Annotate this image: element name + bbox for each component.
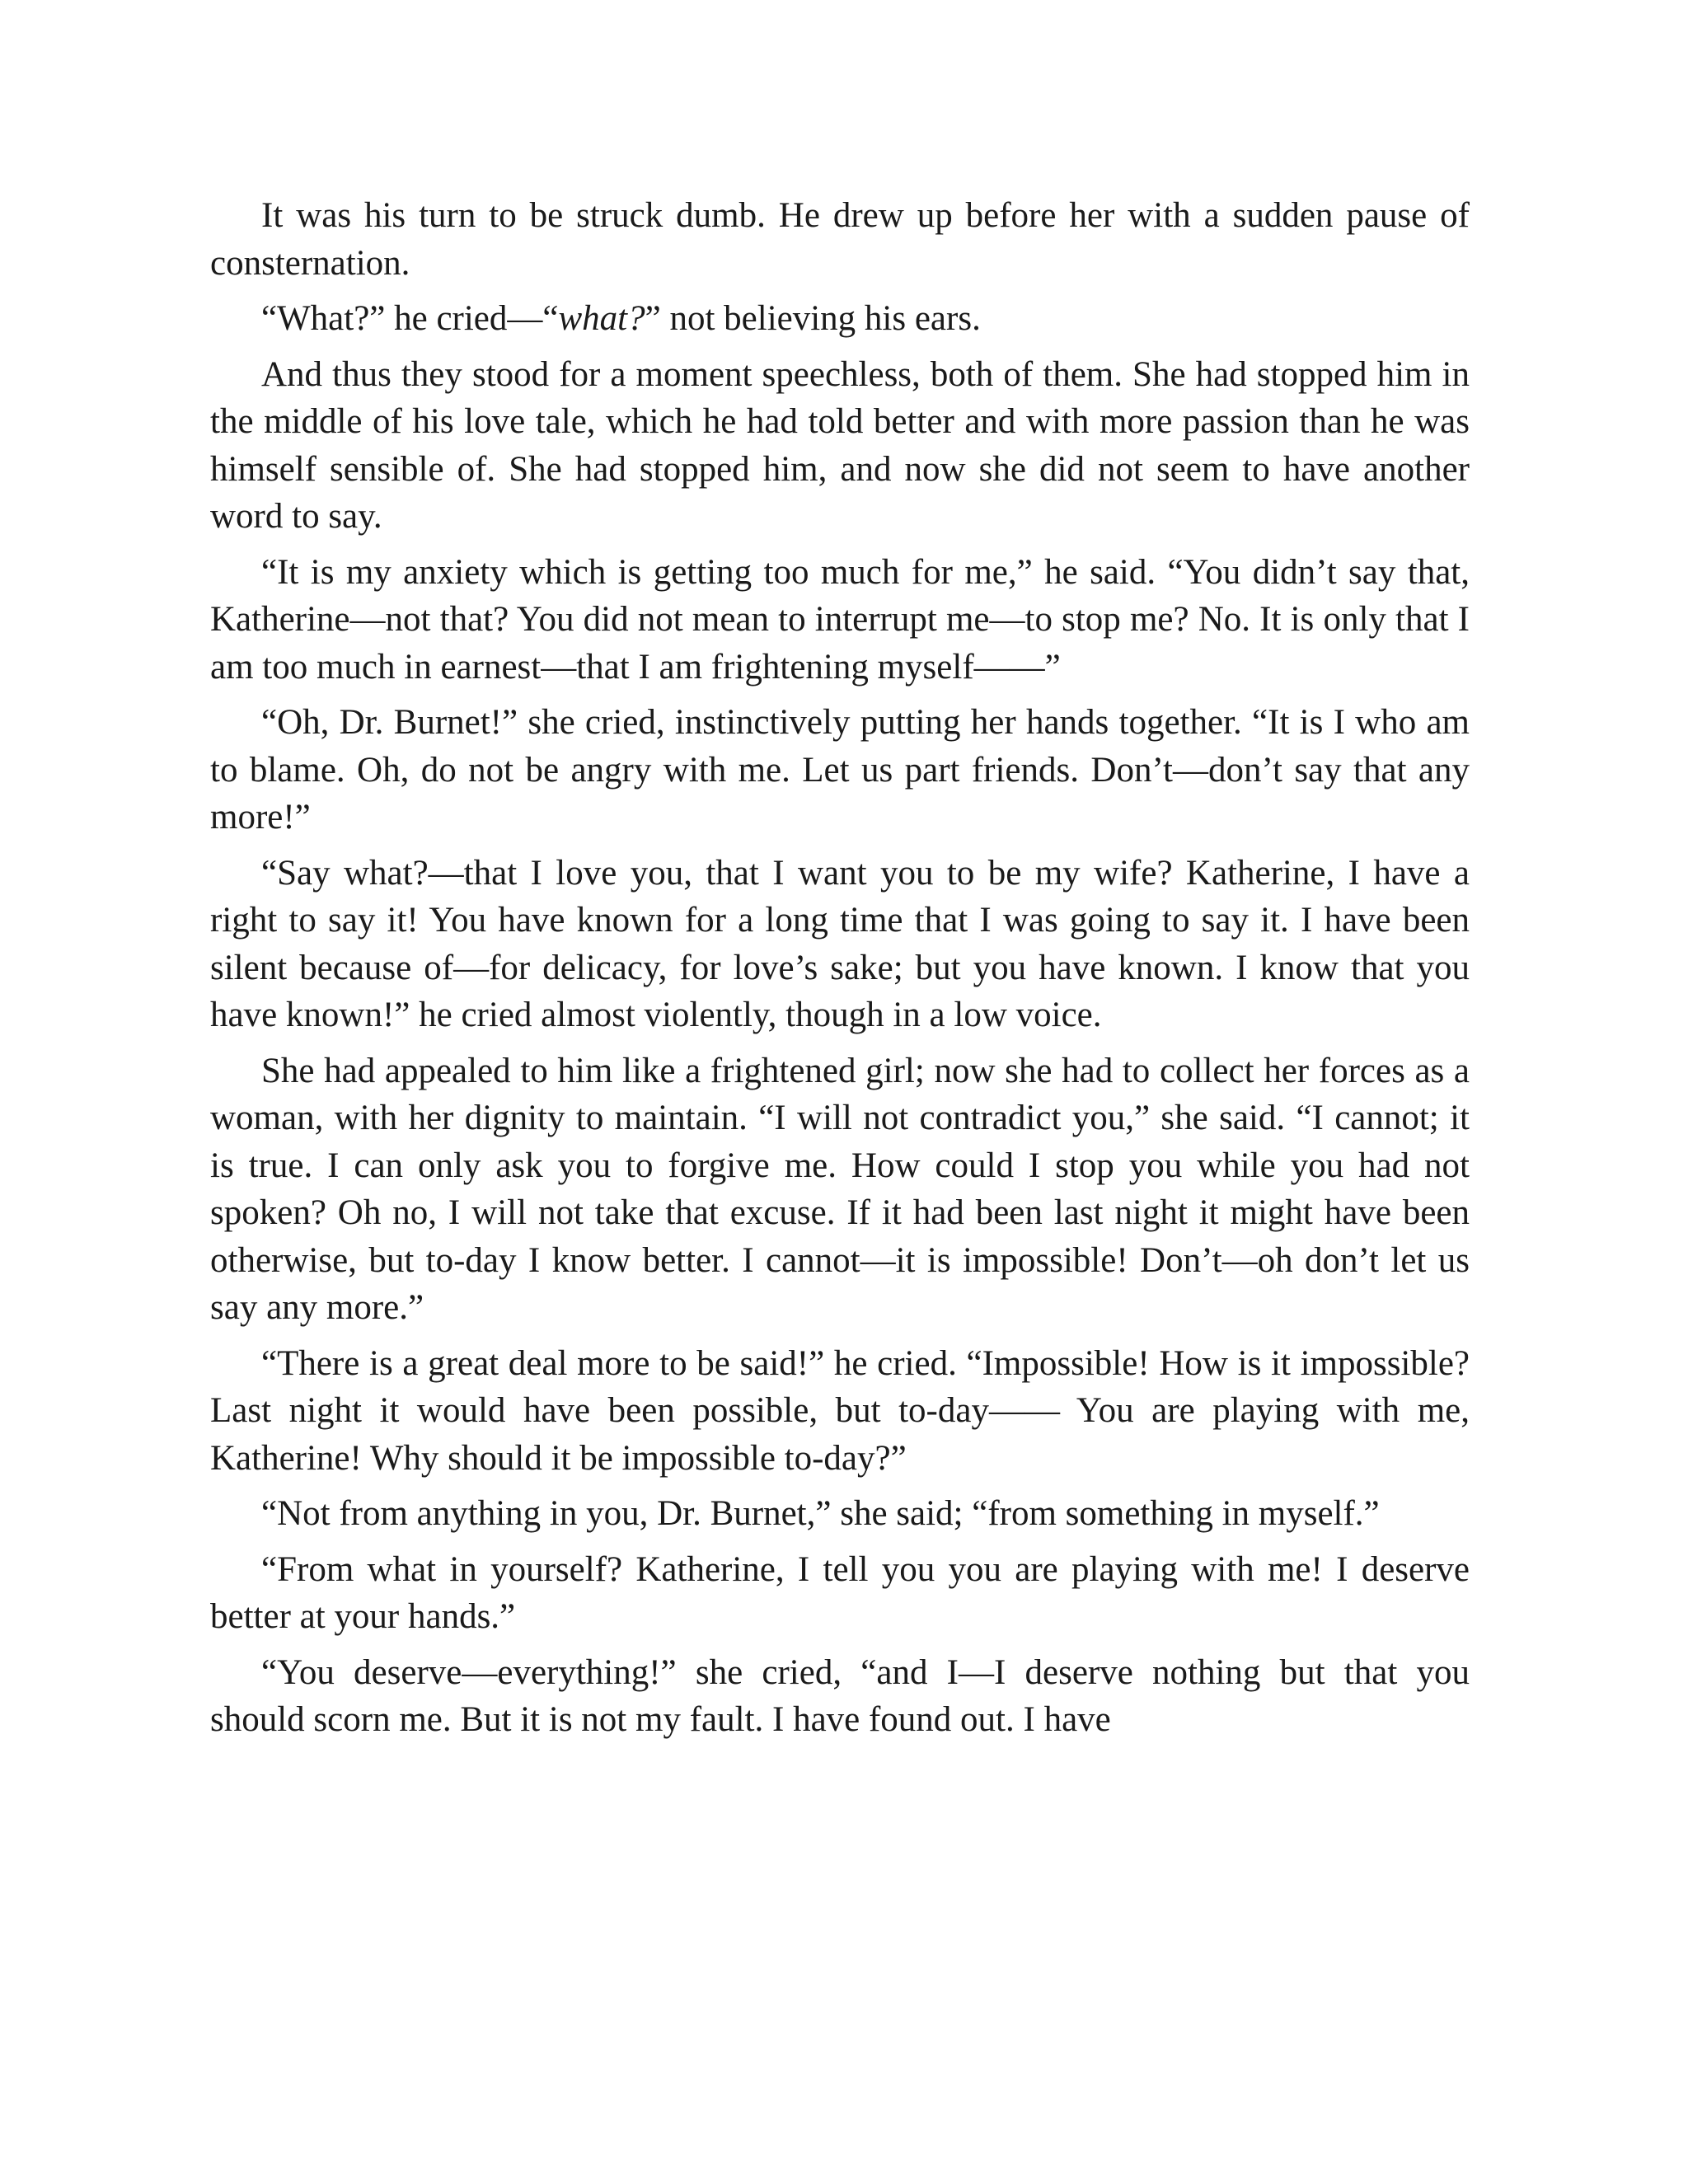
paragraph-7: She had appealed to him like a frightened girl; now she had to collect her forces as a woman, with her dignity to maintain. “I will not contradict you,” she said. “I cannot; it is true. I can only ask you to forgive me. How could I stop you while you had not spoken? Oh no, I will not take that excuse. If it had been last night it might have been otherwise, but to-day I know better. I cannot—it is impossible! Don’t—oh don’t let us say any more.” <box>210 1051 1470 1327</box>
paragraph-2-start: “What?” he cried—“ <box>261 299 559 338</box>
paragraph-8: “There is a great deal more to be said!” he cried. “Impossible! How is it impossible? Last night it would have been possible, but to-day—— You are playing with me, Katherine! Why should it be impossible to-day?” <box>210 1343 1470 1478</box>
paragraph-2 <box>210 295 1470 343</box>
paragraph-6: “Say what?—that I love you, that I want you to be my wife? Katherine, I have a right to say it! You have known for a long time that I was going to say it. I have been silent because of—for delicacy, for love’s sake; but you have known. I know that you have known!” he cried almost violently, though in a low voice. <box>210 853 1470 1034</box>
paragraph-10: “From what in yourself? Katherine, I tell you you are playing with me! I deserve better at your hands.” <box>210 1549 1470 1636</box>
paragraph-2-italic: what? <box>558 299 645 338</box>
paragraph-1: It was his turn to be struck dumb. He drew up before her with a sudden pause of consternation. <box>210 196 1470 283</box>
paragraph-9: “Not from anything in you, Dr. Burnet,” she said; “from something in myself.” <box>261 1494 1380 1533</box>
body-text <box>210 192 1470 1752</box>
paragraph-4: “It is my anxiety which is getting too much for me,” he said. “You didn’t say that, Katherine—not that? You did not mean to interrupt me—to stop me? No. It is only that I am too much in earnest—that I am frightening myself——” <box>210 552 1470 687</box>
paragraph-3: And thus they stood for a moment speechless, both of them. She had stopped him in the middle of his love tale, which he had told better and with more passion than he was himself sensible of. She had stopped him, and now she did not seem to have another word to say. <box>210 354 1470 536</box>
paragraph-2-end: ” not believing his ears. <box>645 299 981 338</box>
paragraph-5: “Oh, Dr. Burnet!” she cried, instinctively putting her hands together. “It is I who am to blame. Oh, do not be angry with me. Let us part friends. Don’t—don’t say that any more!” <box>210 703 1470 837</box>
paragraph-11: “You deserve—everything!” she cried, “and I—I deserve nothing but that you should scorn me. But it is not my fault. I have found out. I have <box>210 1652 1470 1739</box>
